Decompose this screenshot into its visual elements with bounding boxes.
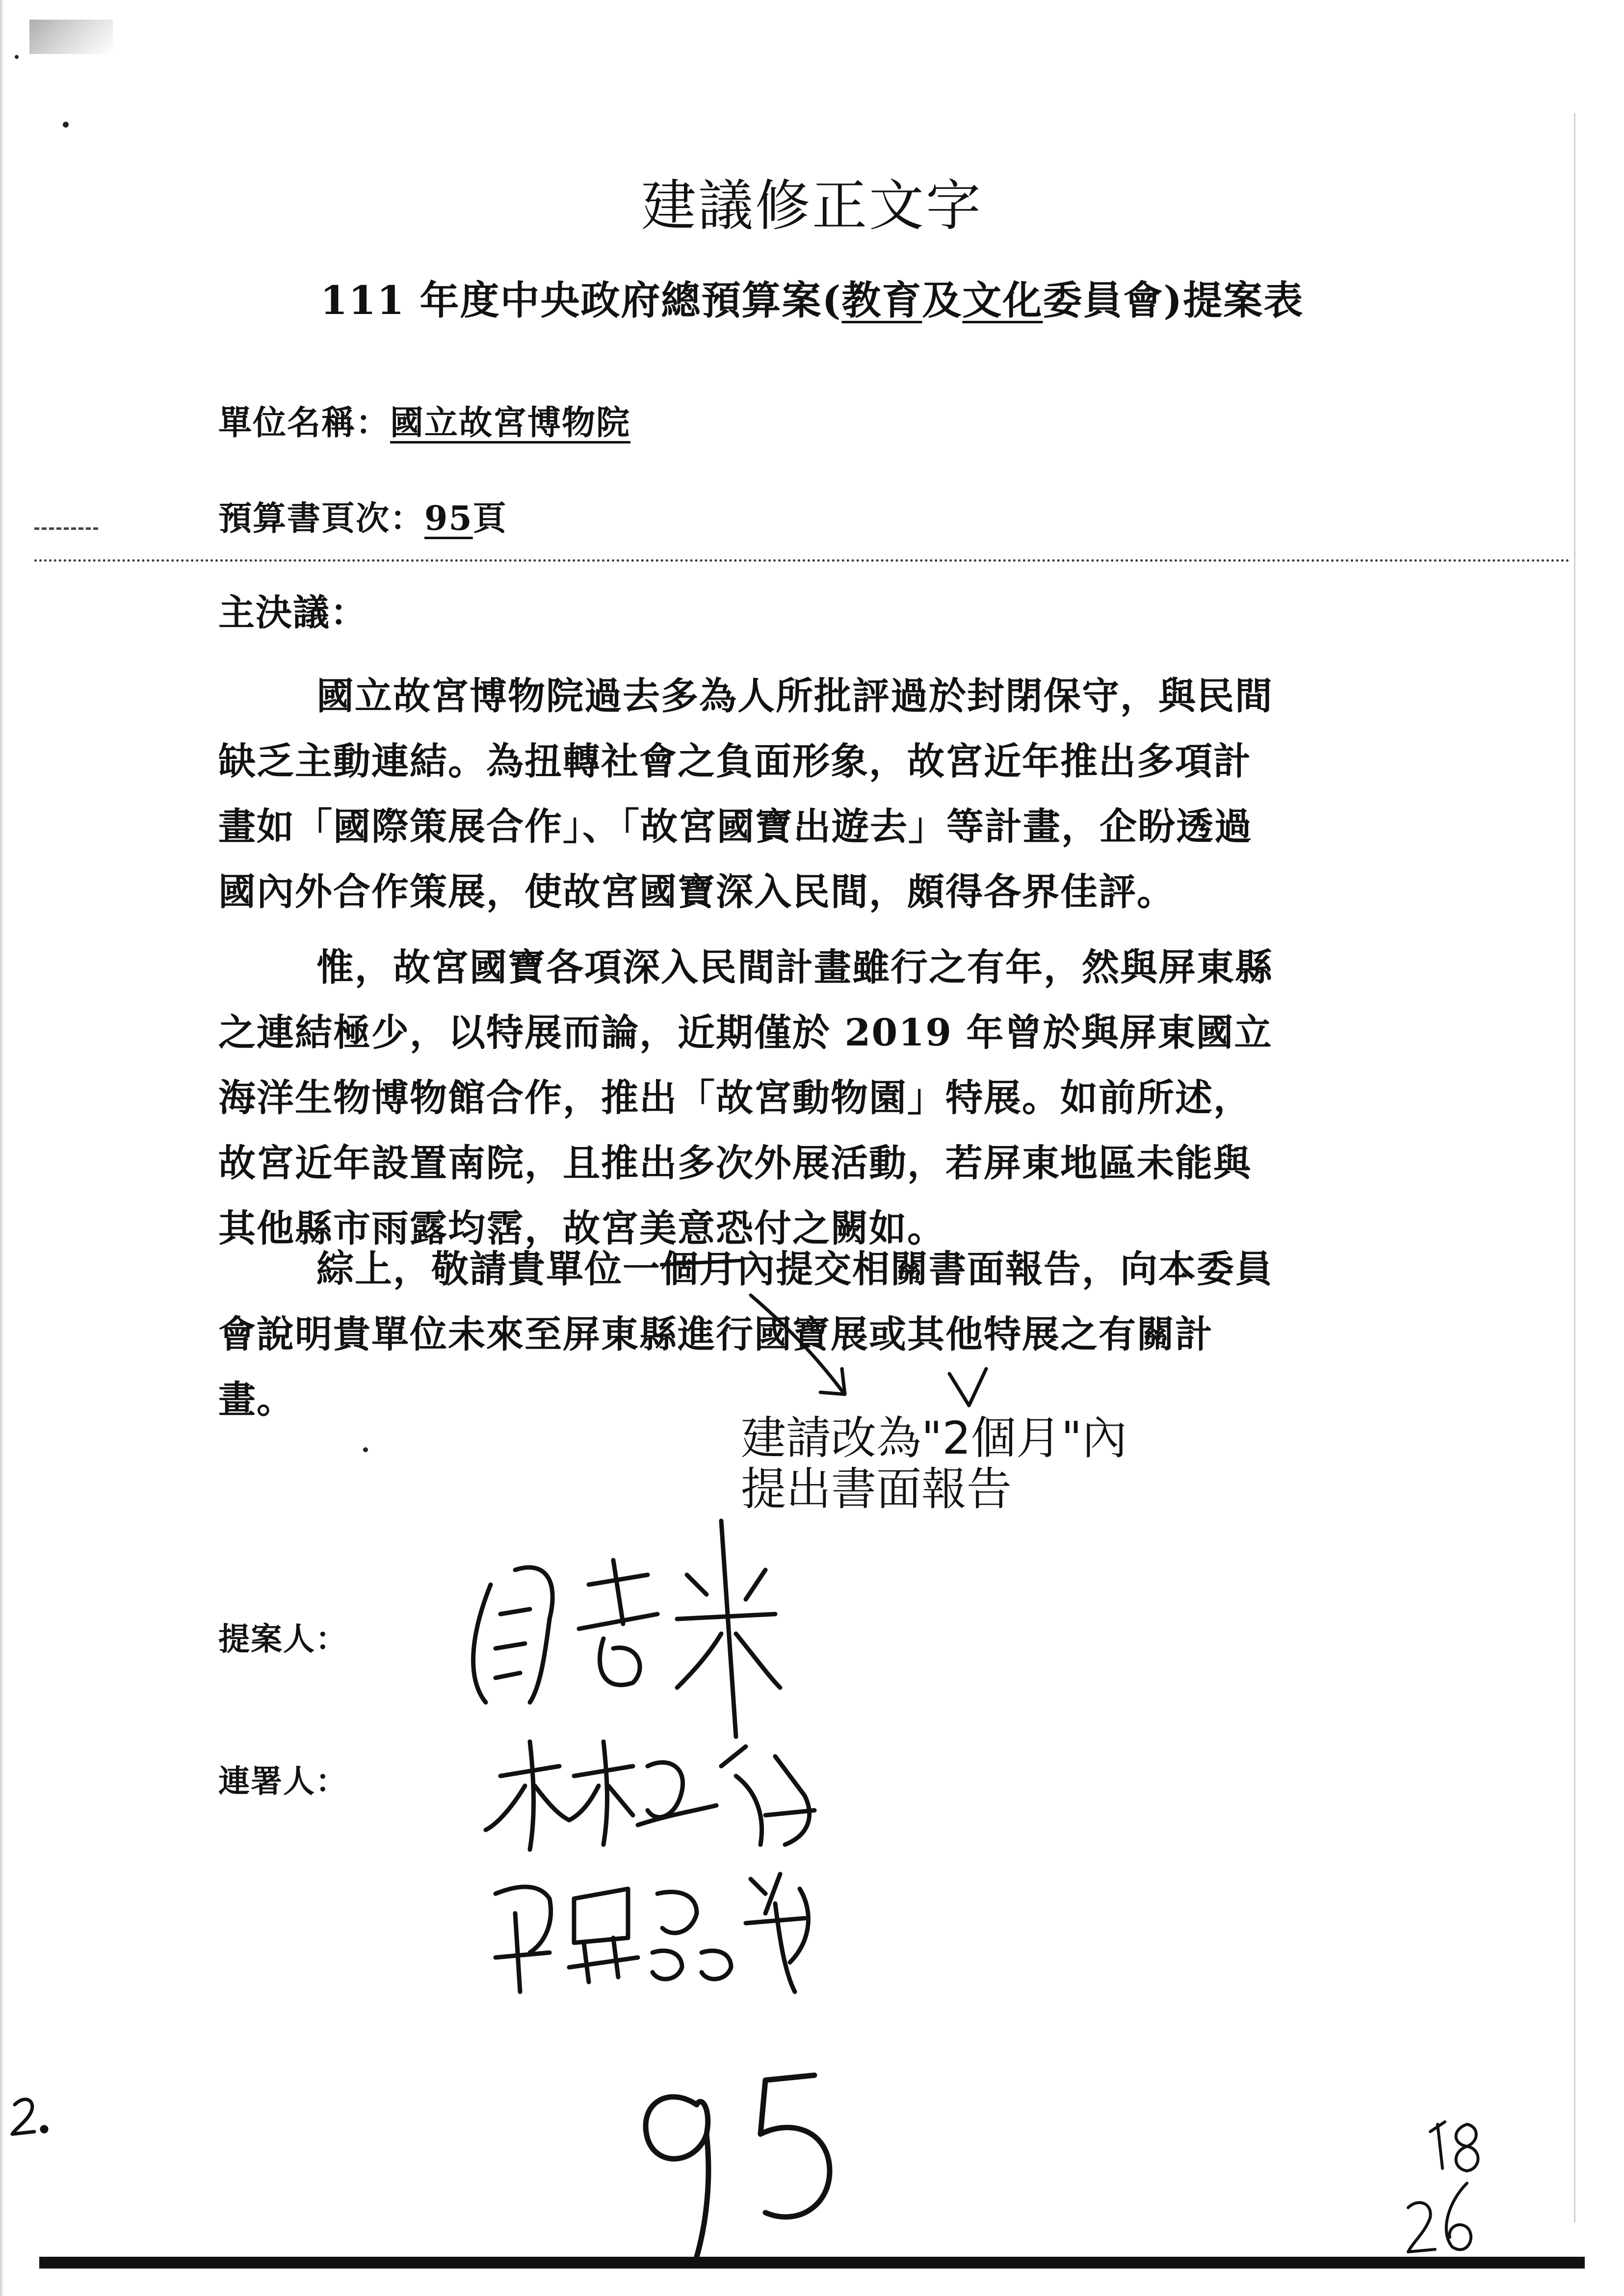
paragraph-line: 國內外合作策展，使故宮國寶深入民間，頗得各界佳評。	[218, 870, 1175, 913]
paragraph-line: 之連結極少，以特展而論，近期僅於 2019 年曾於與屏東國立	[218, 1011, 1273, 1054]
cosigner-label: 連署人：	[218, 1763, 348, 1800]
paragraph-line: 故宮近年設置南院，且推出多次外展活動，若屏東地區未能與	[218, 1141, 1252, 1185]
budget-page-value: 95	[424, 499, 473, 538]
subtitle-culture: 文化	[962, 277, 1043, 323]
paragraph-line: 畫。	[218, 1378, 295, 1421]
unit-value: 國立故宮博物院	[390, 403, 631, 443]
subtitle-education: 教育	[841, 277, 922, 323]
paragraph-line: 缺乏主動連結。為扭轉社會之負面形象，故宮近年推出多項計	[218, 739, 1252, 783]
signature-cosigner-1	[486, 1742, 814, 1850]
paragraph-line: 惟，故宮國寶各項深入民間計畫雖行之有年，然與屏東縣	[316, 945, 1273, 989]
paragraph-line: 海洋生物博物館合作，推出「故宮動物園」特展。如前所述，	[218, 1076, 1252, 1120]
margin-mark-right-bottom	[1408, 2183, 1471, 2252]
subtitle-suffix: 委員會)提案表	[1043, 277, 1304, 323]
resolution-label: 主決議：	[218, 592, 367, 634]
margin-mark-right-top	[1430, 2122, 1478, 2171]
signature-cosigner-2	[496, 1874, 808, 1992]
paragraph-line: 會說明貴單位未來至屏東縣進行國寶展或其他特展之有關計	[218, 1312, 1213, 1356]
proposer-label: 提案人：	[218, 1621, 348, 1658]
paragraph-line: 其他縣市雨露均霑，故宮美意恐付之闕如。	[218, 1206, 945, 1250]
paragraph-line: 國立故宮博物院過去多為人所批評過於封閉保守，與民間	[316, 674, 1273, 718]
paragraph-line: 畫如「國際策展合作」、「故宮國寶出遊去」等計畫，企盼透過	[218, 805, 1253, 848]
page-title: 建議修正文字	[641, 174, 983, 238]
budget-page-suffix: 頁	[472, 499, 507, 538]
note-line-2: 提出書面報告	[741, 1463, 1012, 1515]
unit-label: 單位名稱：	[218, 403, 391, 443]
note-line-1: 建請改為"2個月"內	[741, 1412, 1127, 1464]
subtitle-and: 及	[922, 277, 963, 323]
signature-proposer	[473, 1521, 780, 1737]
budget-page-label: 預算書頁次：	[218, 499, 425, 538]
margin-mark-left	[12, 2099, 47, 2134]
paragraph-line: 綜上，敬請貴單位一個月內提交相關書面報告，向本委員	[316, 1247, 1273, 1291]
handwritten-page-number	[646, 2075, 830, 2257]
subtitle-prefix: 111 年度中央政府總預算案(	[320, 277, 842, 323]
